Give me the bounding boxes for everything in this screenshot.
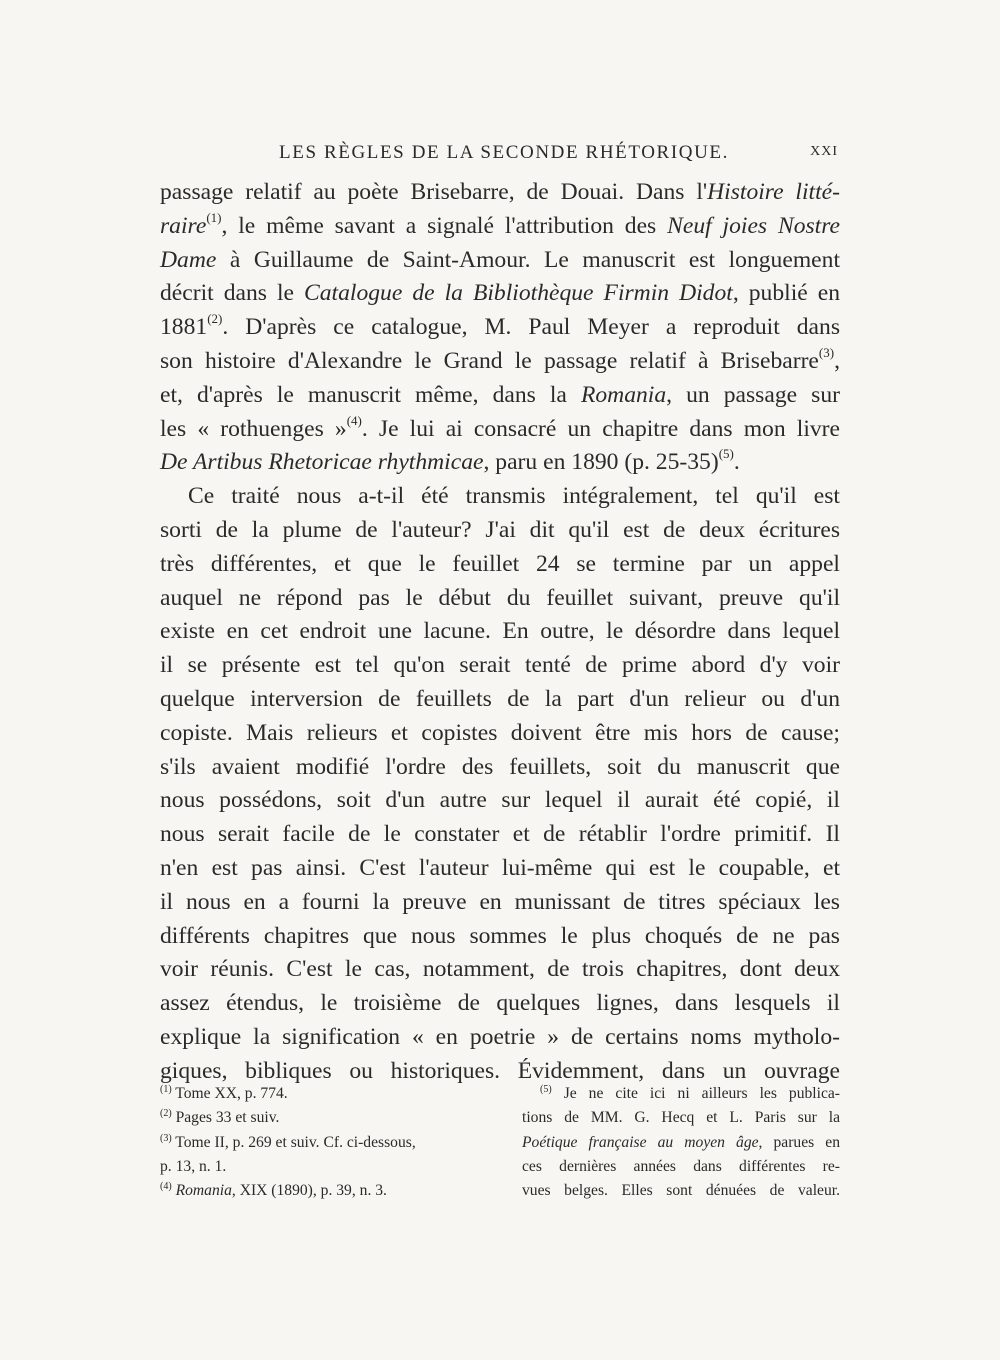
text-line: passage relatif au poète Brisebarre, de Douai. Dans l'Histoire litté- [160,179,840,205]
footnote-ref: (2) [207,311,223,327]
text-line: et, d'après le manuscrit même, dans la Romania, un passage sur [160,381,840,408]
text-line: il se présente est tel qu'on serait tenté de prime abord d'y voir [160,652,840,679]
footnotes-left-column [160,1082,480,1203]
text-line: décrit dans le Catalogue de la Bibliothèque Firmin Didot, publié en [160,280,841,307]
footnote-ref: (1) [206,209,222,225]
body-text [160,176,840,1089]
text-line: il nous en a fourni la preuve en munissant de titres spéciaux les [160,888,840,915]
text-line: différents chapitres que nous sommes le plus choqués de ne pas [160,922,840,949]
footnotes-right-column [522,1082,840,1203]
paragraph-start: Ce traité nous a-t-il été transmis intégralement, tel qu'il est [188,483,840,510]
running-head [160,142,848,172]
text-line: 1881$^{(2)}$. D'après ce catalogue, M. Paul Meyer a reproduit dans [160,311,840,341]
text-line: raire$^{(1)}$, le même savant a signalé l'attribution des Neuf joies Nostre [160,209,841,239]
footnote-ref: (4) [346,412,362,428]
text-line: nous serait facile de le constater et de rétablir l'ordre primitif. Il [160,821,840,848]
text-line: voir réunis. C'est le cas, notamment, de trois chapitres, dont deux [160,956,840,983]
footnote-4: $^{(4)}$ Romania, XIX (1890), p. 39, n. 3. [160,1181,387,1200]
text-line: copiste. Mais relieurs et copistes doivent être mis hors de cause; [160,719,840,746]
footnote-5: $^{(5)}$ Je ne cite ici ni ailleurs les publica- [540,1084,840,1102]
footnote-1: $^{(1)}$ Tome XX, p. 774. [160,1084,288,1102]
text-line: explique la signification « en poetrie » de certains noms mytholo- [160,1023,840,1050]
text-line: Dame à Guillaume de Saint-Amour. Le manuscrit est longuement [160,246,840,273]
footnote-3: $^{(3)}$ Tome II, p. 269 et suiv. Cf. ci-dessous, [160,1132,416,1151]
text-line: n'en est pas ainsi. C'est l'auteur lui-même qui est le coupable, et [160,854,840,881]
text-line: nous possédons, soit d'un autre sur lequel il aurait été copié, il [160,787,840,814]
text-line: s'ils avaient modifié l'ordre des feuillets, soit du manuscrit que [160,753,840,780]
text-line: quelque interversion de feuillets de la part d'un relieur ou d'un [160,685,840,712]
page-number: XXI [810,144,838,159]
text-line: assez étendus, le troisième de quelques lignes, dans lesquels il [160,990,840,1017]
footnote-5-line: vues belges. Elles sont dénuées de valeur. [522,1182,840,1200]
text-line: très différentes, et que le feuillet 24 se termine par un appel [160,550,840,577]
running-title: LES RÈGLES DE LA SECONDE RHÉTORIQUE. [279,142,729,163]
text-line: son histoire d'Alexandre le Grand le passage relatif à Brisebarre$^{(3)}$, [160,344,840,374]
footnote-5-line: ces dernières années dans différentes re- [522,1157,840,1175]
footnote-5-line: tions de MM. G. Hecq et L. Paris sur la [522,1109,840,1127]
footnote-5-line: Poétique française au moyen âge, parues en [522,1133,840,1151]
text-line: les « rothuenges »$^{(4)}$. Je lui ai consacré un chapitre dans mon livre [160,412,840,442]
footnotes [160,1082,840,1203]
footnote-ref: (3) [818,344,835,360]
text-line: sorti de la plume de l'auteur? J'ai dit qu'il est de deux écritures [160,516,840,543]
text-line: existe en cet endroit une lacune. En outre, le désordre dans lequel [160,618,840,645]
text-line: De Artibus Rhetoricae rhythmicae, paru en 1890 (p. 25-35)$^{(5)}$. [160,446,740,476]
text-line: auquel ne répond pas le début du feuillet suivant, preuve qu'il [160,584,840,611]
footnote-ref: (5) [718,446,734,462]
footnote-2: $^{(2)}$ Pages 33 et suiv. [160,1108,280,1127]
text-line: giques, bibliques ou historiques. Évidemment, dans un ouvrage [160,1057,840,1084]
footnote-3-continued: p. 13, n. 1. [160,1157,227,1175]
